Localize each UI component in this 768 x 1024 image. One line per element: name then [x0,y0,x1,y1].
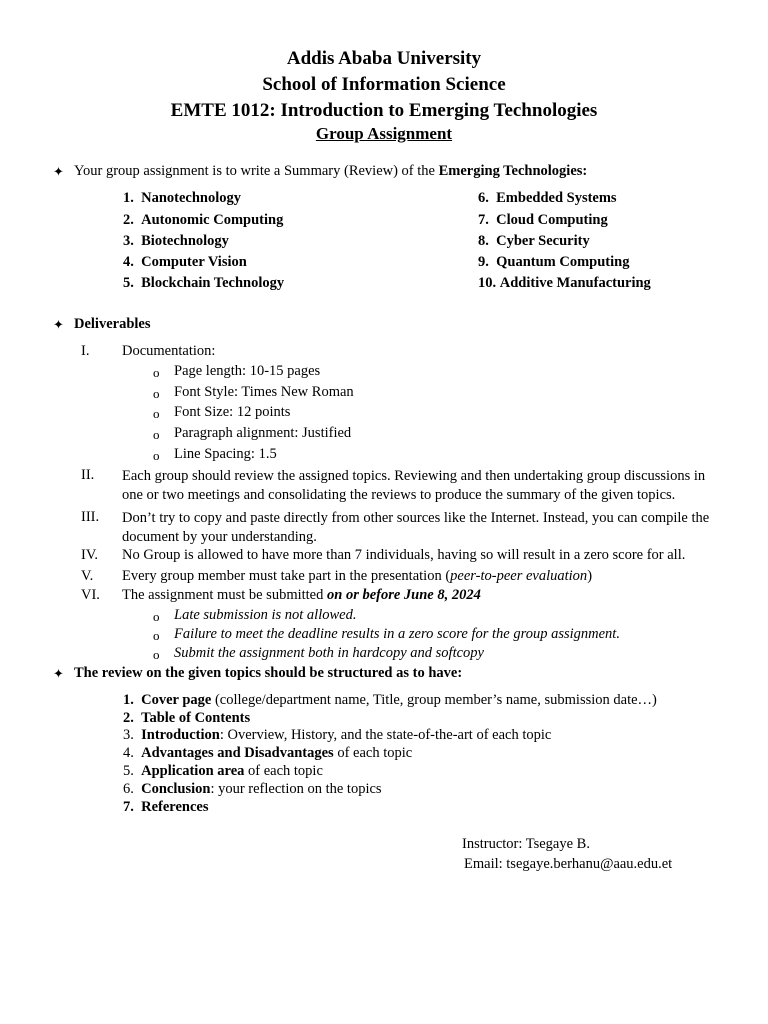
roman-numeral: II. [81,467,95,483]
doc-spec-item: Font Size: 12 points [174,404,291,420]
topic-item: 9. Quantum Computing [478,254,630,270]
deliverable-text: No Group is allowed to have more than 7 individuals, having so will result in a zero score for all. [122,547,686,563]
submission-note: Submit the assignment both in hardcopy and softcopy [174,645,484,661]
doc-spec-item: Line Spacing: 1.5 [174,446,277,462]
structure-item: 1. Cover page (college/department name, Title, group member’s name, submission date…) [123,692,657,708]
deliverable-text: Documentation: [122,343,216,359]
deliverable-text: The assignment must be submitted on or before June 8, 2024 [122,587,481,603]
doc-spec-item: Page length: 10-15 pages [174,363,321,379]
instructor-name: Instructor: Tsegaye B. [462,836,590,852]
structure-item: 6. Conclusion: your reflection on the topics [123,781,382,797]
topic-item: 5. Blockchain Technology [123,275,285,291]
roman-numeral: I. [81,343,90,359]
topic-item: 4. Computer Vision [123,254,247,270]
structure-item: 7. References [123,799,209,815]
circle-bullet-icon: o [153,427,160,442]
star-bullet-icon: ✦ [53,164,64,179]
circle-bullet-icon: o [153,406,160,421]
assignment-title: Group Assignment [315,124,453,143]
topic-item: 1. Nanotechnology [123,190,242,206]
structure-heading: The review on the given topics should be structured as to have: [74,665,463,681]
topic-item: 10. Additive Manufacturing [478,275,651,291]
submission-note: Failure to meet the deadline results in a zero score for the group assignment. [174,626,620,642]
roman-numeral: V. [81,568,94,584]
intro-text: Your group assignment is to write a Summary (Review) of the Emerging Technologies: [74,163,588,179]
roman-numeral: IV. [81,547,99,563]
circle-bullet-icon: o [153,628,160,643]
deliverable-text: Each group should review the assigned topics. Reviewing and then undertaking group discussions in one or two meetings and consolidating the reviews to produce the summary of the given topics. [122,468,706,503]
doc-spec-item: Font Style: Times New Roman [174,384,354,400]
topic-item: 3. Biotechnology [123,233,229,249]
university-title: Addis Ababa University [286,48,482,69]
circle-bullet-icon: o [153,448,160,463]
doc-spec-item: Paragraph alignment: Justified [174,425,352,441]
structure-item: 3. Introduction: Overview, History, and the state-of-the-art of each topic [123,727,552,743]
deliverable-text: Don’t try to copy and paste directly from other sources like the Internet. Instead, you can compile the document by your understanding. [122,510,710,545]
topic-item: 2. Autonomic Computing [123,212,284,228]
circle-bullet-icon: o [153,647,160,662]
topic-item: 6. Embedded Systems [478,190,617,206]
circle-bullet-icon: o [153,365,160,380]
roman-numeral: III. [81,509,100,525]
circle-bullet-icon: o [153,609,160,624]
course-title: EMTE 1012: Introduction to Emerging Technologies [170,100,598,121]
topic-item: 8. Cyber Security [478,233,590,249]
roman-numeral: VI. [81,587,100,603]
structure-item: 5. Application area of each topic [123,763,323,779]
school-title: School of Information Science [262,74,506,95]
instructor-email: Email: tsegaye.berhanu@aau.edu.et [464,856,673,872]
deliverables-heading: Deliverables [74,316,151,332]
structure-item: 2. Table of Contents [123,710,251,726]
star-bullet-icon: ✦ [53,666,64,681]
submission-note: Late submission is not allowed. [174,607,357,623]
circle-bullet-icon: o [153,386,160,401]
star-bullet-icon: ✦ [53,317,64,332]
structure-item: 4. Advantages and Disadvantages of each topic [123,745,413,761]
deliverable-text: Every group member must take part in the presentation (peer-to-peer evaluation) [122,568,593,584]
topic-item: 7. Cloud Computing [478,212,608,228]
